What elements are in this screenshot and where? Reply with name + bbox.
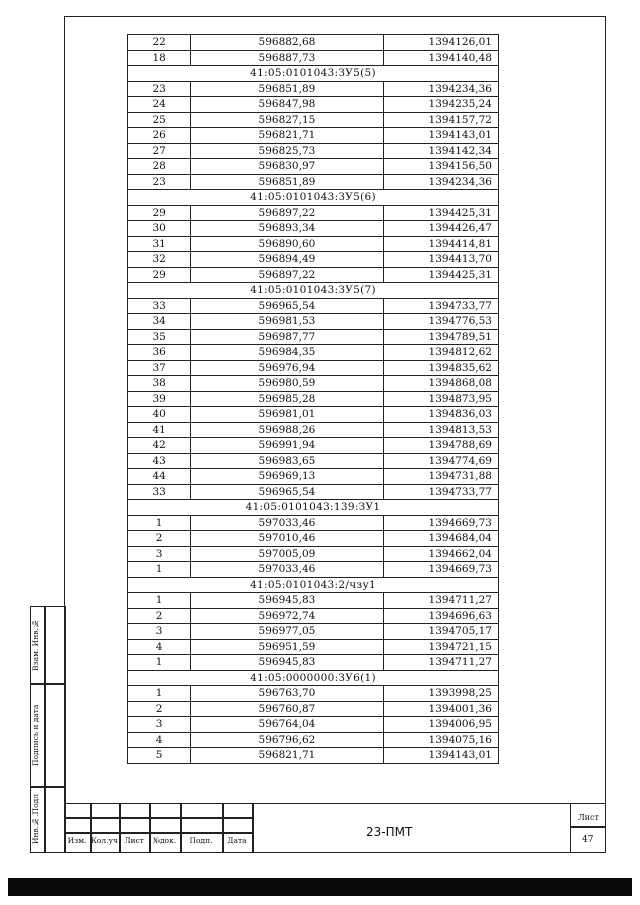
parcel-header-row [128,283,499,299]
coord-y: 1394721,15 [383,639,498,655]
table-row [128,562,499,578]
point-number: 22 [128,35,191,51]
coord-y: 1394075,16 [383,732,498,748]
point-number: 30 [128,221,191,237]
title-block-divider [64,803,66,853]
title-block-divider [180,803,182,853]
point-number: 1 [128,655,191,671]
table-row [128,174,499,190]
table-row [128,391,499,407]
table-row [128,531,499,547]
coord-x: 596972,74 [191,608,383,624]
coord-y: 1394774,69 [383,453,498,469]
table-row [128,639,499,655]
coord-y: 1394157,72 [383,112,498,128]
coord-x: 596965,54 [191,484,383,500]
coord-x: 596821,71 [191,128,383,144]
table-row [128,717,499,733]
title-block-divider [570,826,606,828]
point-number: 3 [128,717,191,733]
coord-y: 1394813,53 [383,422,498,438]
point-number: 26 [128,128,191,144]
table-row [128,329,499,345]
coord-y: 1394836,03 [383,407,498,423]
title-block-divider [90,803,92,853]
coord-x: 596847,98 [191,97,383,113]
title-block-column-label: Дата [227,836,247,845]
table-row [128,97,499,113]
coord-y: 1394696,63 [383,608,498,624]
table-row [128,267,499,283]
point-number: 33 [128,484,191,500]
parcel-id: 41:05:0101043:ЗУ5(6) [128,190,499,206]
coord-y: 1394006,95 [383,717,498,733]
point-number: 43 [128,453,191,469]
coord-x: 596988,26 [191,422,383,438]
coord-x: 596981,53 [191,314,383,330]
table-row [128,438,499,454]
coord-y: 1394669,73 [383,562,498,578]
coord-x: 596763,70 [191,686,383,702]
point-number: 2 [128,608,191,624]
point-number: 4 [128,639,191,655]
coord-y: 1394156,50 [383,159,498,175]
table-row [128,453,499,469]
point-number: 33 [128,298,191,314]
table-row [128,159,499,175]
coord-y: 1394835,62 [383,360,498,376]
point-number: 23 [128,81,191,97]
point-number: 1 [128,686,191,702]
coord-y: 1394733,77 [383,298,498,314]
point-number: 2 [128,701,191,717]
coordinates-table [127,34,499,764]
coord-x: 596945,83 [191,593,383,609]
coord-x: 596882,68 [191,35,383,51]
table-row [128,81,499,97]
parcel-header-row [128,190,499,206]
coord-y: 1394140,48 [383,50,498,66]
table-row [128,376,499,392]
point-number: 29 [128,267,191,283]
coord-y: 1394731,88 [383,469,498,485]
table-row [128,35,499,51]
title-block-column-label: Кол.уч [91,836,118,845]
point-number: 38 [128,376,191,392]
coord-x: 596893,34 [191,221,383,237]
coord-y: 1394235,24 [383,97,498,113]
table-row [128,128,499,144]
coord-y: 1394425,31 [383,267,498,283]
coord-x: 596890,60 [191,236,383,252]
table-row [128,593,499,609]
table-row [128,345,499,361]
sheet-number: 47 [582,835,594,845]
table-row [128,732,499,748]
table-row [128,112,499,128]
coord-x: 596760,87 [191,701,383,717]
coord-x: 596984,35 [191,345,383,361]
parcel-id: 41:05:0101043:ЗУ5(7) [128,283,499,299]
parcel-header-row [128,500,499,516]
coord-x: 596980,59 [191,376,383,392]
point-number: 40 [128,407,191,423]
coord-y: 1394711,27 [383,593,498,609]
coord-y: 1393998,25 [383,686,498,702]
coord-x: 597033,46 [191,515,383,531]
point-number: 29 [128,205,191,221]
table-row [128,469,499,485]
coord-y: 1394142,34 [383,143,498,159]
title-block [64,803,606,853]
coord-y: 1394143,01 [383,128,498,144]
parcel-header-row [128,66,499,82]
coord-y: 1394788,69 [383,438,498,454]
coord-y: 1394789,51 [383,329,498,345]
side-stamp-divider [30,683,66,685]
title-block-column-label: №док. [152,836,177,845]
coord-y: 1394669,73 [383,515,498,531]
coord-y: 1394234,36 [383,81,498,97]
parcel-id: 41:05:0101043:ЗУ5(5) [128,66,499,82]
table-row [128,314,499,330]
coord-y: 1394426,47 [383,221,498,237]
point-number: 1 [128,593,191,609]
coord-x: 596894,49 [191,252,383,268]
sheet-box [570,803,606,853]
document-code: 23-ПМТ [366,825,413,839]
parcel-header-row [128,670,499,686]
coord-y: 1394711,27 [383,655,498,671]
coord-x: 596830,97 [191,159,383,175]
table-row [128,407,499,423]
coord-x: 597010,46 [191,531,383,547]
coord-x: 596976,94 [191,360,383,376]
coord-y: 1394414,81 [383,236,498,252]
coord-x: 596981,01 [191,407,383,423]
coord-y: 1394001,36 [383,701,498,717]
title-block-column-label: Изм. [67,836,87,845]
parcel-id: 41:05:0000000:ЗУ6(1) [128,670,499,686]
point-number: 25 [128,112,191,128]
point-number: 24 [128,97,191,113]
point-number: 23 [128,174,191,190]
point-number: 18 [128,50,191,66]
point-number: 44 [128,469,191,485]
point-number: 3 [128,624,191,640]
table-row [128,236,499,252]
title-block-column-label: Лист [124,836,144,845]
sheet-label: Лист [578,813,599,822]
coord-x: 596821,71 [191,748,383,764]
table-row [128,748,499,764]
coord-x: 596991,94 [191,438,383,454]
scan-edge-bar [8,878,632,896]
coord-x: 596764,04 [191,717,383,733]
side-stamp-divider [30,786,66,788]
coord-x: 596851,89 [191,81,383,97]
point-number: 27 [128,143,191,159]
title-block-divider [252,803,254,853]
coord-x: 596796,62 [191,732,383,748]
table-row [128,221,499,237]
table-row [128,50,499,66]
point-number: 36 [128,345,191,361]
coord-x: 596851,89 [191,174,383,190]
parcel-header-row [128,577,499,593]
point-number: 39 [128,391,191,407]
table-row [128,252,499,268]
point-number: 35 [128,329,191,345]
table-row [128,686,499,702]
point-number: 2 [128,531,191,547]
table-row [128,608,499,624]
coord-x: 596987,77 [191,329,383,345]
coord-y: 1394705,17 [383,624,498,640]
coord-y: 1394812,62 [383,345,498,361]
table-row [128,298,499,314]
table-row [128,701,499,717]
point-number: 1 [128,515,191,531]
coord-y: 1394662,04 [383,546,498,562]
coord-y: 1394234,36 [383,174,498,190]
coord-x: 596951,59 [191,639,383,655]
coord-x: 596945,83 [191,655,383,671]
side-label-podpis: Подпись и дата [31,704,40,766]
coord-y: 1394413,70 [383,252,498,268]
coord-x: 597033,46 [191,562,383,578]
coord-x: 596985,28 [191,391,383,407]
table-row [128,484,499,500]
point-number: 37 [128,360,191,376]
point-number: 5 [128,748,191,764]
table-row [128,624,499,640]
point-number: 41 [128,422,191,438]
coord-x: 596977,05 [191,624,383,640]
coord-y: 1394684,04 [383,531,498,547]
coord-x: 596827,15 [191,112,383,128]
point-number: 42 [128,438,191,454]
side-label-inv: Инв.№.Подл [31,794,40,844]
coord-x: 597005,09 [191,546,383,562]
coord-y: 1394425,31 [383,205,498,221]
coord-y: 1394143,01 [383,748,498,764]
table-row [128,143,499,159]
side-stamp-divider [44,606,46,853]
title-block-divider [64,817,254,819]
point-number: 4 [128,732,191,748]
table-row [128,422,499,438]
title-block-divider [64,832,254,834]
table-row [128,655,499,671]
table-row [128,360,499,376]
parcel-id: 41:05:0101043:139:ЗУ1 [128,500,499,516]
side-label-vzam: Взам. Инв.№ [31,619,40,671]
point-number: 28 [128,159,191,175]
title-block-column-label: Подп. [189,836,213,845]
title-block-divider [119,803,121,853]
point-number: 34 [128,314,191,330]
coord-y: 1394733,77 [383,484,498,500]
title-block-divider [222,803,224,853]
coord-x: 596897,22 [191,205,383,221]
point-number: 1 [128,562,191,578]
coord-y: 1394873,95 [383,391,498,407]
coord-x: 596965,54 [191,298,383,314]
coord-x: 596887,73 [191,50,383,66]
coord-x: 596969,13 [191,469,383,485]
parcel-id: 41:05:0101043:2/чзу1 [128,577,499,593]
coord-x: 596897,22 [191,267,383,283]
coord-y: 1394126,01 [383,35,498,51]
table-row [128,205,499,221]
coord-y: 1394776,53 [383,314,498,330]
coord-x: 596983,65 [191,453,383,469]
table-row [128,546,499,562]
point-number: 32 [128,252,191,268]
coord-y: 1394868,08 [383,376,498,392]
point-number: 31 [128,236,191,252]
coord-x: 596825,73 [191,143,383,159]
table-row [128,515,499,531]
title-block-divider [149,803,151,853]
point-number: 3 [128,546,191,562]
